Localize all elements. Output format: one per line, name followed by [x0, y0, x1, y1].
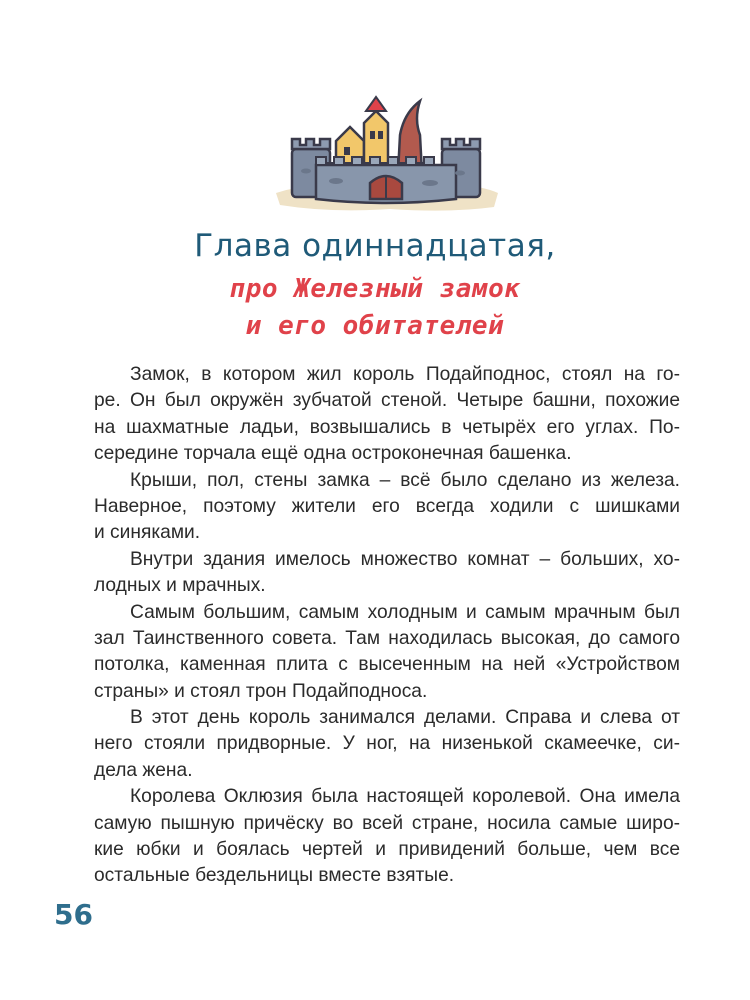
text-line: Королева Оклюзия была настоящей королевой. Она имела [130, 786, 680, 808]
chapter-subtitle-line1: про Железный замок [229, 274, 521, 304]
text-line: страны» и стоял трон Подайподноса. [94, 680, 428, 702]
paragraph [94, 362, 680, 468]
text-line: В этот день король занимался делами. Справа и слева от [130, 707, 680, 729]
text-line: лодных и мрачных. [94, 575, 266, 597]
paragraph [94, 705, 680, 784]
paragraph [94, 547, 680, 600]
text-line: зал Таинственного совета. Там находилась высокая, до самого [94, 627, 680, 649]
paragraph [94, 468, 680, 547]
text-line: самую пышную причёску во всей стране, носила самые широ- [94, 812, 680, 834]
text-line: кие юбки и боялась чертей и привидений больше, чем все [94, 839, 680, 861]
text-line: Внутри здания имелось множество комнат – больших, хо- [130, 548, 680, 570]
text-line: него стояли придворные. У ног, на низенькой скамеечке, си- [94, 733, 680, 755]
text-line: и синяками. [94, 522, 201, 544]
text-line: остальные бездельницы вместе взятые. [94, 865, 455, 887]
text-line: Крыши, пол, стены замка – всё было сделано из железа. [130, 469, 680, 491]
page-number: 56 [54, 898, 93, 931]
castle-illustration [270, 95, 502, 215]
text-line: потолка, каменная плита с высеченным на ней «Устройством [94, 654, 680, 676]
chapter-body [94, 362, 680, 890]
text-line: середине торчала ещё одна остроконечная башенка. [94, 443, 572, 465]
paragraph [94, 600, 680, 706]
paragraph [94, 784, 680, 890]
text-line: Замок, в котором жил король Подайподнос, стоял на го- [130, 364, 680, 385]
text-line: ре. Он был окружён зубчатой стеной. Четыре башни, похожие [94, 390, 680, 412]
text-line: Наверное, поэтому жители его всегда ходили с шишками [94, 495, 680, 517]
text-line: на шахматные ладьи, возвышались в четырёх его углах. По- [94, 416, 680, 438]
chapter-subtitle-line2: и его обитателей [245, 311, 505, 341]
text-line: Самым большим, самым холодным и самым мрачным был [130, 601, 680, 623]
text-line: дела жена. [94, 759, 193, 781]
chapter-title: Глава одиннадцатая, [194, 228, 556, 264]
